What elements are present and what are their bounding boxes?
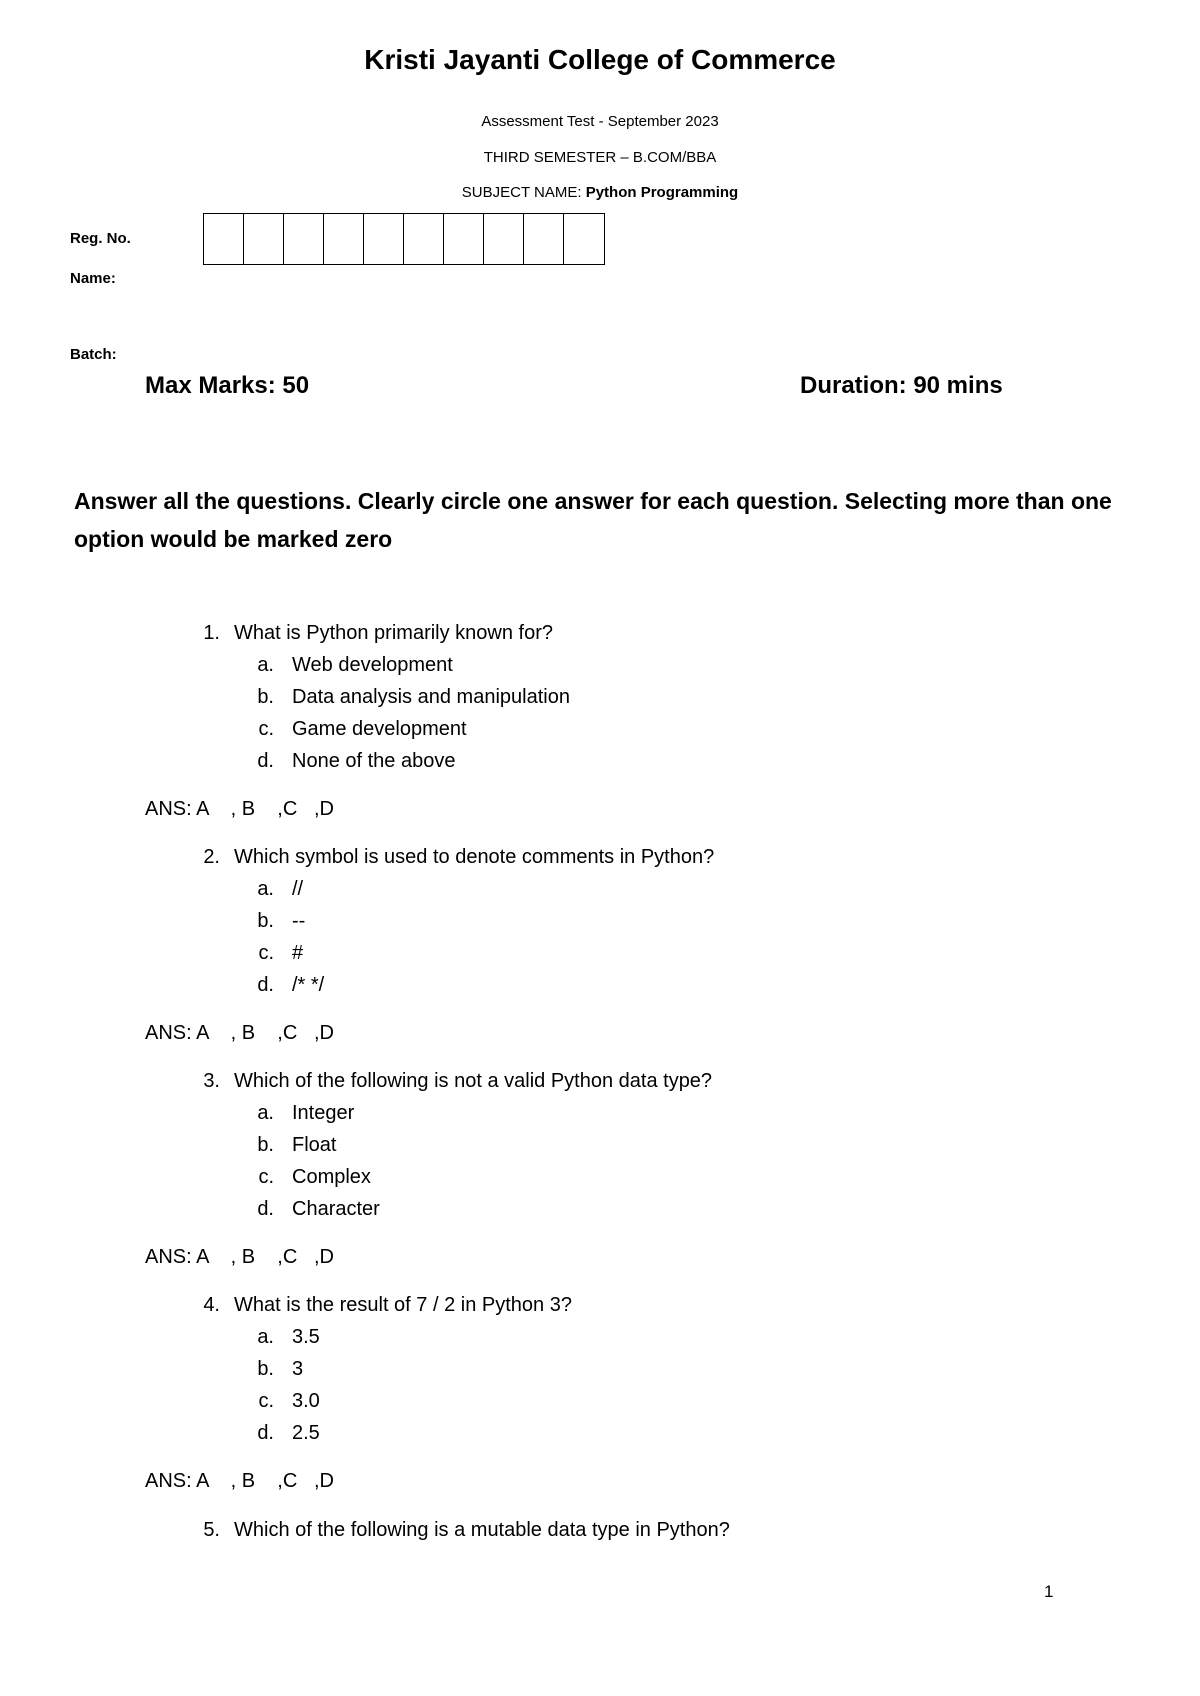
page-number: 1 [1044, 1582, 1054, 1601]
reg-no-cell[interactable] [444, 214, 484, 264]
question-number: 3. [203, 1070, 220, 1092]
instructions: Answer all the questions. Clearly circle one answer for each question. Selecting more than one option would be marked zero [74, 488, 1112, 552]
option-letter: c. [258, 942, 274, 964]
batch-label: Batch: [70, 346, 117, 363]
answer-line[interactable]: ANS: A , B ,C ,D [145, 1470, 334, 1492]
question-number: 2. [203, 846, 220, 868]
answer-line[interactable]: ANS: A , B ,C ,D [145, 1246, 334, 1268]
question-text: What is Python primarily known for? [234, 622, 554, 644]
option-letter: c. [258, 1390, 274, 1412]
option[interactable] [250, 1166, 371, 1189]
option-letter: b. [257, 910, 274, 932]
question-text: Which symbol is used to denote comments in Python? [234, 846, 715, 868]
option-text: // [292, 878, 304, 900]
option[interactable] [250, 1102, 354, 1125]
option-text: 3.5 [292, 1326, 320, 1348]
option[interactable] [250, 1358, 303, 1381]
reg-no-cell[interactable] [204, 214, 244, 264]
option[interactable] [250, 654, 453, 677]
question [180, 1294, 572, 1317]
reg-no-boxes[interactable] [203, 213, 605, 265]
subject-line [0, 184, 1200, 201]
reg-no-cell[interactable] [244, 214, 284, 264]
question-number: 4. [203, 1294, 220, 1316]
question-text: Which of the following is a mutable data type in Python? [234, 1519, 730, 1541]
option-text: Complex [292, 1166, 371, 1188]
option[interactable] [250, 942, 303, 965]
option[interactable] [250, 750, 455, 773]
reg-no-cell[interactable] [564, 214, 604, 264]
duration: Duration: 90 mins [800, 372, 1003, 399]
option-letter: a. [257, 1326, 274, 1348]
option-text: Float [292, 1134, 337, 1156]
semester-line: THIRD SEMESTER – B.COM/BBA [483, 149, 717, 166]
option-letter: d. [257, 1422, 274, 1444]
option[interactable] [250, 1134, 336, 1157]
reg-no-label: Reg. No. [70, 230, 131, 247]
question [180, 622, 553, 645]
option-text: /* */ [292, 974, 325, 996]
option[interactable] [250, 1326, 320, 1349]
option-letter: b. [257, 1134, 274, 1156]
option-text: Game development [292, 718, 467, 740]
answer-line[interactable]: ANS: A , B ,C ,D [145, 1022, 334, 1044]
option-text: -- [292, 910, 306, 932]
question [180, 1070, 712, 1093]
option-text: 3.0 [292, 1390, 320, 1412]
answer-line[interactable]: ANS: A , B ,C ,D [145, 798, 334, 820]
option[interactable] [250, 718, 467, 741]
subject-label: SUBJECT NAME: [461, 184, 582, 201]
option[interactable] [250, 974, 324, 997]
option-text: 3 [292, 1358, 304, 1380]
name-label: Name: [70, 270, 116, 287]
reg-no-cell[interactable] [484, 214, 524, 264]
option-letter: d. [257, 750, 274, 772]
reg-no-cell[interactable] [364, 214, 404, 264]
option[interactable] [250, 686, 570, 709]
college-title: Kristi Jayanti College of Commerce [364, 44, 836, 75]
option-text: Data analysis and manipulation [292, 686, 570, 708]
question [180, 1519, 730, 1542]
option-letter: b. [257, 1358, 274, 1380]
option-text: Web development [292, 654, 453, 676]
option-letter: a. [257, 654, 274, 676]
option[interactable] [250, 878, 303, 901]
option[interactable] [250, 910, 305, 933]
question-number: 5. [203, 1519, 220, 1541]
question-text: Which of the following is not a valid Python data type? [234, 1070, 713, 1092]
option-letter: a. [257, 1102, 274, 1124]
reg-no-cell[interactable] [524, 214, 564, 264]
option-letter: c. [258, 1166, 274, 1188]
option[interactable] [250, 1390, 320, 1413]
question-text: What is the result of 7 / 2 in Python 3? [234, 1294, 572, 1316]
option[interactable] [250, 1198, 380, 1221]
reg-no-cell[interactable] [284, 214, 324, 264]
option-letter: b. [257, 686, 274, 708]
option-text: Integer [292, 1102, 355, 1124]
option-text: 2.5 [292, 1422, 320, 1444]
option-text: # [292, 942, 304, 964]
question [180, 846, 714, 869]
option-letter: d. [257, 974, 274, 996]
option-text: None of the above [292, 750, 456, 772]
reg-no-cell[interactable] [324, 214, 364, 264]
option-letter: c. [258, 718, 274, 740]
question-number: 1. [203, 622, 220, 644]
reg-no-cell[interactable] [404, 214, 444, 264]
option-letter: d. [257, 1198, 274, 1220]
option-text: Character [292, 1198, 380, 1220]
test-title: Assessment Test - September 2023 [481, 113, 719, 130]
option-letter: a. [257, 878, 274, 900]
option[interactable] [250, 1422, 320, 1445]
max-marks: Max Marks: 50 [145, 372, 310, 399]
subject-value: Python Programming [585, 184, 739, 201]
